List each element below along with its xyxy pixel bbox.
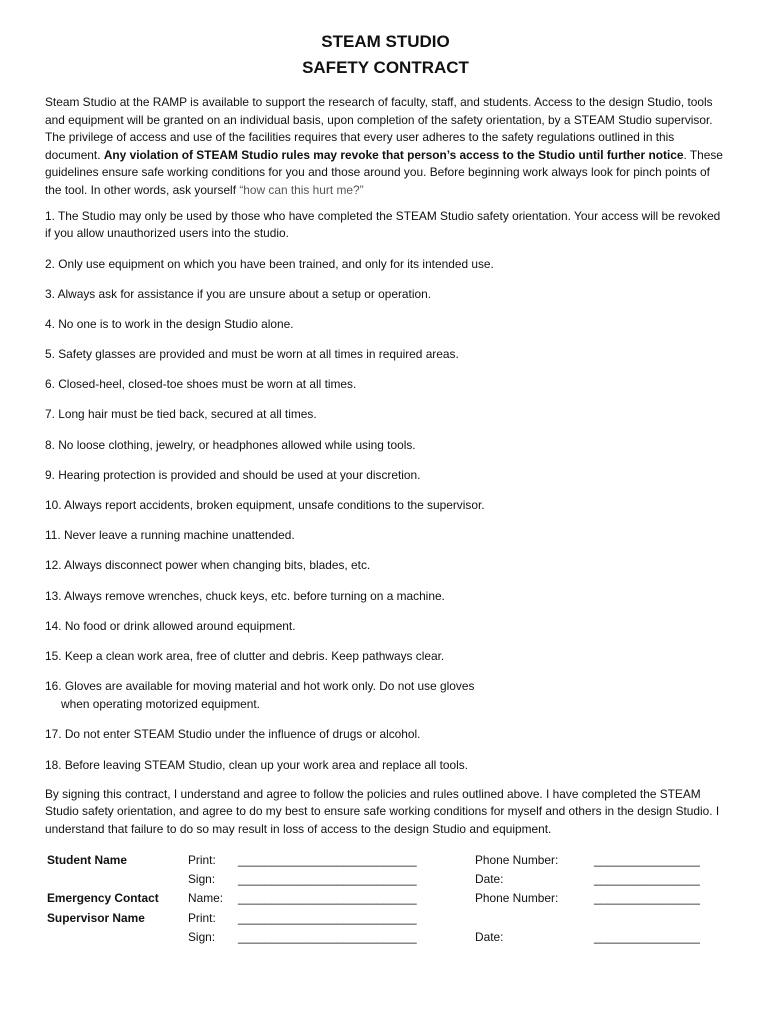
rule-text: 16. Gloves are available for moving material and hot work only. Do not use gloves [45, 679, 475, 694]
rule-item: 15. Keep a clean work area, free of clutter and debris. Keep pathways clear. [45, 648, 445, 663]
phone-number-label: Phone Number: [475, 852, 559, 867]
supervisor-date-line[interactable]: ________________ [594, 929, 700, 944]
student-phone-line[interactable]: ________________ [594, 852, 700, 867]
intro-text-2: . These guidelines ensure safe working conditions for you and those around you. Before beginning work always look for pinch points of the tool. In other words, ask yourself [45, 147, 723, 197]
date-label: Date: [475, 871, 504, 886]
rule-item: 14. No food or drink allowed around equipment. [45, 618, 296, 633]
intro-text-1: Steam Studio at the RAMP is available to support the research of faculty, staff, and students. Access to the design Studio, tools and equipment will be granted on an individual basis, upon completion of the safety orientation, by a STEAM Studio supervisor. The privilege of access and use of the facilities requires that every user adheres to the safety regulations outlined in this document. [45, 95, 713, 162]
emergency-contact-label: Emergency Contact [47, 890, 159, 905]
rule-item: 2. Only use equipment on which you have been trained, and only for its intended use. [45, 256, 494, 271]
rule-item: 4. No one is to work in the design Studio alone. [45, 316, 294, 331]
student-name-label: Student Name [47, 852, 127, 867]
rule-text-continued: when operating motorized equipment. [61, 696, 260, 711]
rule-item: 3. Always ask for assistance if you are unsure about a setup or operation. [45, 286, 432, 301]
rule-item: 13. Always remove wrenches, chuck keys, etc. before turning on a machine. [45, 588, 445, 603]
supervisor-print-line[interactable]: ___________________________ [238, 910, 417, 925]
name-label: Name: [188, 890, 224, 905]
document-subtitle: SAFETY CONTRACT [302, 58, 469, 77]
rule-item: 17. Do not enter STEAM Studio under the influence of drugs or alcohol. [45, 727, 421, 742]
rule-item: 6. Closed-heel, closed-toe shoes must be worn at all times. [45, 377, 357, 392]
emergency-name-line[interactable]: ___________________________ [238, 890, 417, 905]
rule-item: 11. Never leave a running machine unattended. [45, 528, 295, 543]
student-print-line[interactable]: ___________________________ [238, 852, 417, 867]
rule-item: 9. Hearing protection is provided and should be used at your discretion. [45, 467, 421, 482]
rule-item: 8. No loose clothing, jewelry, or headphones allowed while using tools. [45, 437, 416, 452]
supervisor-name-label: Supervisor Name [47, 910, 145, 925]
document-title: STEAM STUDIO [321, 32, 450, 51]
date-label: Date: [475, 929, 504, 944]
student-date-line[interactable]: ________________ [594, 871, 700, 886]
rule-item: 7. Long hair must be tied back, secured at all times. [45, 407, 317, 422]
supervisor-sign-line[interactable]: ___________________________ [238, 929, 417, 944]
emergency-phone-line[interactable]: ________________ [594, 890, 700, 905]
rule-item: 18. Before leaving STEAM Studio, clean up your work area and replace all tools. [45, 757, 469, 772]
sign-label: Sign: [188, 871, 216, 886]
print-label: Print: [188, 852, 216, 867]
rule-item [45, 678, 726, 714]
rule-item: 5. Safety glasses are provided and must be worn at all times in required areas. [45, 347, 459, 362]
rule-item: 12. Always disconnect power when changing bits, blades, etc. [45, 558, 371, 573]
rule-item: 1. The Studio may only be used by those who have completed the STEAM Studio safety orientation. Your access will be revoked if you allow unauthorized users into the studio. [45, 208, 721, 241]
rules-list [45, 208, 726, 775]
phone-number-label: Phone Number: [475, 890, 559, 905]
signature-block [45, 853, 726, 953]
intro-quote: “how can this hurt me?” [239, 182, 364, 197]
intro-bold-warning: Any violation of STEAM Studio rules may revoke that person’s access to the Studio until further notice [103, 147, 684, 162]
sign-label: Sign: [188, 929, 216, 944]
rule-item: 10. Always report accidents, broken equipment, unsafe conditions to the supervisor. [45, 498, 485, 513]
intro-paragraph [45, 94, 726, 200]
student-sign-line[interactable]: ___________________________ [238, 871, 417, 886]
print-label: Print: [188, 910, 216, 925]
agreement-paragraph: By signing this contract, I understand and agree to follow the policies and rules outlined above. I have completed the STEAM Studio safety orientation, and agree to do my best to ensure safe working conditions for myself and others in the design Studio. I understand that failure to do so may result in loss of access to the design Studio and equipment. [45, 786, 720, 836]
